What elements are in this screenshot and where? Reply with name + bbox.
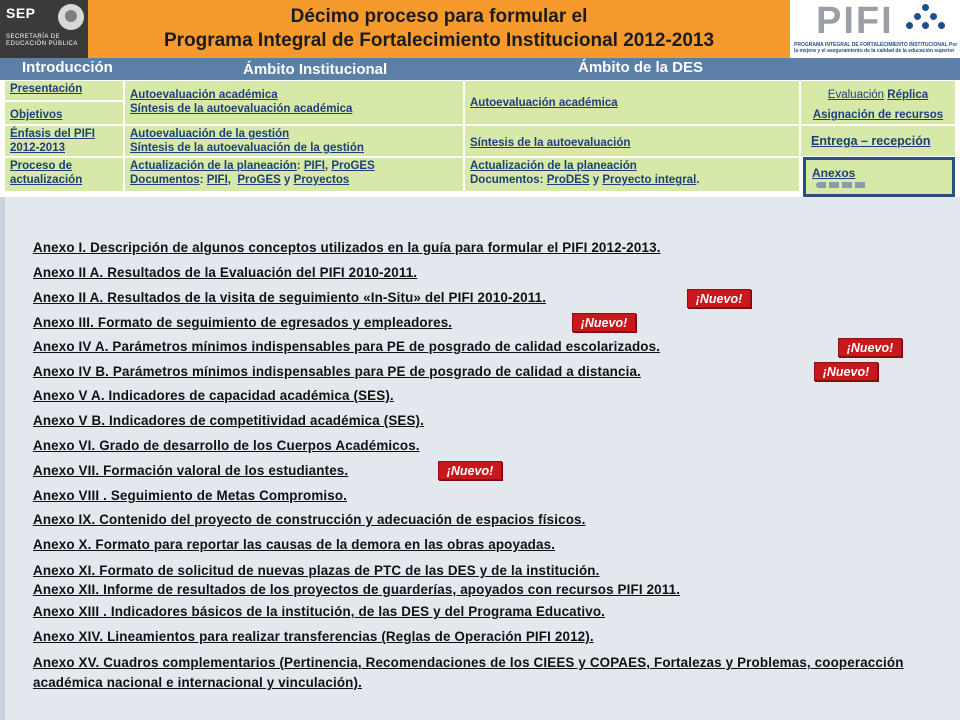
anexo-link-ivb[interactable]: Anexo IV B. Parámetros mínimos indispensables para PE de posgrado de calidad a distancia. [33,364,641,379]
anexo-link-iva[interactable]: Anexo IV A. Parámetros mínimos indispensables para PE de posgrado de calidad escolarizados. [33,339,661,354]
menu-presentacion[interactable] [4,80,124,101]
menu-inst-proges-link[interactable]: ProGES [331,160,375,172]
menu-objetivos-label[interactable]: Objetivos [10,109,63,121]
menu-inst-actualizacion-label[interactable]: Actualización de la planeación [130,160,297,172]
anexo-link-viii[interactable]: Anexo VIII . Seguimiento de Metas Compromiso. [33,488,348,503]
menu-des-actualizacion: Actualización de la planeación Documentos: ProDES y Proyecto integral. [464,157,800,192]
menu-inst-autoevaluacion [124,80,464,125]
menu-des-documentos-label: Documentos [470,174,540,186]
menu-enfasis[interactable] [4,125,124,157]
nuevo-badge: ¡Nuevo! [572,313,636,332]
nav-band [0,58,960,80]
menu-des-proyecto-integral-link[interactable]: Proyecto integral [602,174,697,186]
menu-des-autoevaluacion [464,80,800,125]
pifi-logo-word: PIFI [816,0,894,42]
menu-inst-actualizacion: Actualización de la planeación: PIFI, ProGES Documentos: PIFI, ProGES y Proyectos [124,157,464,192]
menu-inst-documentos-label[interactable]: Documentos [130,174,200,186]
menu-inst-autoevaluacion-link[interactable]: Autoevaluación académica [130,89,278,101]
menu-asignacion-link[interactable]: Asignación de recursos [812,109,944,121]
menu-inst-doc-proges-link[interactable]: ProGES [237,174,281,186]
pifi-logo [790,0,960,58]
anexo-link-ix[interactable]: Anexo IX. Contenido del proyecto de construcción y adecuación de espacios físicos. [33,512,586,527]
menu-des-doc-and: y [592,174,600,186]
pifi-logo-subtitle: PROGRAMA INTEGRAL DE FORTALECIMIENTO INSTITUCIONAL Por la mejora y el aseguramiento de la calidad de la educación superior [794,42,958,54]
menu-right-entrega [800,125,956,157]
panel-edge [0,197,5,720]
anexo-link-x[interactable]: Anexo X. Formato para reportar las causas de la demora en las obras apoyadas. [33,537,556,552]
menu-anexos-label[interactable]: Anexos [812,166,856,180]
anexo-link-xi[interactable]: Anexo XI. Formato de solicitud de nuevas plazas de PTC de las DES y de la institución. [33,563,600,578]
menu-inst-pifi-link[interactable]: PIFI [303,160,325,172]
sep-logo [0,0,88,58]
menu-proceso-label[interactable]: Proceso de actualización [10,160,83,186]
menu-inst-gestion [124,125,464,157]
anexo-link-iia-resultados[interactable]: Anexo II A. Resultados de la Evaluación del PIFI 2010-2011. [33,265,418,280]
pifi-dots-icon [902,4,952,36]
anexo-link-xv[interactable]: Anexo XV. Cuadros complementarios (Pertinencia, Recomendaciones de los CIEES y COPAES, Fortalezas y Problemas, cooperacción académica nacional e internacional y vinculación). [33,655,904,690]
nuevo-badge: ¡Nuevo! [438,461,502,480]
anexo-link-xiv[interactable]: Anexo XIV. Lineamientos para realizar transferencias (Reglas de Operación PIFI 2012). [33,629,594,644]
nav-ambito-institucional[interactable]: Ámbito Institucional [243,61,388,78]
menu-entrega-link[interactable]: Entrega – recepción [811,134,931,148]
menu-presentacion-label[interactable]: Presentación [10,83,83,95]
menu-des-sintesis [464,125,800,157]
wave-decoration-icon [816,182,868,188]
anexo-link-iia-visita[interactable]: Anexo II A. Resultados de la visita de seguimiento «In-Situ» del PIFI 2010-2011. [33,290,547,305]
anexo-link-va[interactable]: Anexo V A. Indicadores de capacidad académica (SES). [33,388,394,403]
anexo-link-i[interactable]: Anexo I. Descripción de algunos conceptos utilizados en la guía para formular el PIFI 2012-2013. [33,240,661,255]
menu-evaluacion-link[interactable]: Evaluación [827,89,885,101]
menu-inst-doc-and: y [284,174,291,186]
nuevo-badge: ¡Nuevo! [814,362,878,381]
nuevo-badge: ¡Nuevo! [838,338,902,357]
anexo-link-vi[interactable]: Anexo VI. Grado de desarrollo de los Cuerpos Académicos. [33,438,420,453]
menu-inst-doc-pifi-link[interactable]: PIFI [206,174,228,186]
menu-proceso-actualizacion[interactable] [4,157,124,192]
page-title-line1: Décimo proceso para formular el [290,6,588,27]
anexo-link-xii[interactable]: Anexo XII. Informe de resultados de los proyectos de guarderías, apoyados con recursos PIFI 2011. [33,582,681,597]
nuevo-badge: ¡Nuevo! [687,289,751,308]
anexo-link-xiii[interactable]: Anexo XIII . Indicadores básicos de la institución, de las DES y del Programa Educativo. [33,604,606,619]
menu-enfasis-label[interactable]: Énfasis del PIFI 2012-2013 [10,128,95,154]
menu-anexos-selected[interactable] [803,157,955,197]
sep-logo-text: SEP [6,5,36,21]
anexo-link-iii[interactable]: Anexo III. Formato de seguimiento de egresados y empleadores. [33,315,453,330]
menu-inst-gestion-link[interactable]: Autoevaluación de la gestión [130,128,290,140]
menu-inst-doc-proyectos-link[interactable]: Proyectos [293,174,350,186]
menu-des-sintesis-link[interactable]: Síntesis de la autoevaluación [470,137,631,149]
menu-inst-sintesis-gestion-link[interactable]: Síntesis de la autoevaluación de la gestión [130,142,364,154]
nav-introduccion[interactable]: Introducción [22,59,113,76]
anexo-link-vii[interactable]: Anexo VII. Formación valoral de los estudiantes. [33,463,349,478]
menu-replica-link[interactable]: Réplica [887,89,929,101]
menu-des-actualizacion-link[interactable]: Actualización de la planeación [470,160,637,172]
menu-des-autoevaluacion-link[interactable]: Autoevaluación académica [470,97,618,109]
anexo-link-vb[interactable]: Anexo V B. Indicadores de competitividad académica (SES). [33,413,425,428]
menu-objetivos[interactable] [4,101,124,125]
menu-des-prodes-link[interactable]: ProDES [546,174,590,186]
coat-of-arms-icon [58,4,84,30]
menu-right-evaluacion [800,80,956,125]
sep-logo-subtitle: SECRETARÍA DE EDUCACIÓN PÚBLICA [6,34,78,47]
nav-ambito-des[interactable]: Ámbito de la DES [578,59,704,76]
menu-inst-sintesis-link[interactable]: Síntesis de la autoevaluación académica [130,103,353,115]
page-title-line2: Programa Integral de Fortalecimiento Institucional 2012-2013 [163,30,715,51]
